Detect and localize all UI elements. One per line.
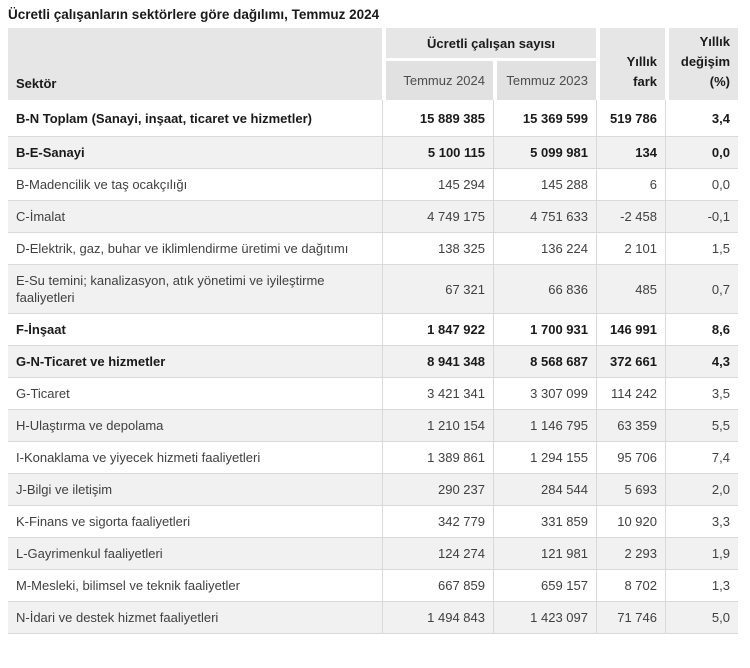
diff-cell: 5 693 xyxy=(596,473,665,505)
value-2023-cell: 121 981 xyxy=(493,537,596,569)
sector-cell: L-Gayrimenkul faaliyetleri xyxy=(8,537,382,569)
pct-cell: 8,6 xyxy=(665,313,738,345)
value-2024-cell: 145 294 xyxy=(382,168,493,200)
diff-cell: 95 706 xyxy=(596,441,665,473)
diff-cell: 10 920 xyxy=(596,505,665,537)
value-2023-cell: 3 307 099 xyxy=(493,377,596,409)
value-2024-cell: 290 237 xyxy=(382,473,493,505)
diff-cell: 71 746 xyxy=(596,601,665,634)
sector-cell: I-Konaklama ve yiyecek hizmeti faaliyetleri xyxy=(8,441,382,473)
diff-cell: 146 991 xyxy=(596,313,665,345)
value-2023-cell: 659 157 xyxy=(493,569,596,601)
diff-cell: 2 293 xyxy=(596,537,665,569)
value-2024-cell: 1 389 861 xyxy=(382,441,493,473)
diff-cell: 134 xyxy=(596,136,665,168)
value-2023-cell: 1 294 155 xyxy=(493,441,596,473)
diff-cell: 519 786 xyxy=(596,100,665,136)
value-2024-cell: 5 100 115 xyxy=(382,136,493,168)
sector-cell: B-N Toplam (Sanayi, inşaat, ticaret ve hizmetler) xyxy=(8,100,382,136)
sector-cell: F-İnşaat xyxy=(8,313,382,345)
sector-cell: G-Ticaret xyxy=(8,377,382,409)
value-2023-cell: 1 423 097 xyxy=(493,601,596,634)
diff-cell: 63 359 xyxy=(596,409,665,441)
pct-cell: 0,0 xyxy=(665,136,738,168)
pct-cell: 2,0 xyxy=(665,473,738,505)
value-2023-cell: 4 751 633 xyxy=(493,200,596,232)
value-2023-cell: 5 099 981 xyxy=(493,136,596,168)
value-2023-cell: 1 146 795 xyxy=(493,409,596,441)
value-2024-cell: 1 494 843 xyxy=(382,601,493,634)
column-header-annual-change-pct: Yıllık değişim (%) xyxy=(665,28,738,100)
value-2023-cell: 331 859 xyxy=(493,505,596,537)
pct-cell: 3,4 xyxy=(665,100,738,136)
pct-cell: 5,5 xyxy=(665,409,738,441)
diff-cell: 485 xyxy=(596,264,665,313)
sector-cell: N-İdari ve destek hizmet faaliyetleri xyxy=(8,601,382,634)
value-2024-cell: 342 779 xyxy=(382,505,493,537)
value-2024-cell: 667 859 xyxy=(382,569,493,601)
sector-cell: C-İmalat xyxy=(8,200,382,232)
page-title: Ücretli çalışanların sektörlere göre dağılımı, Temmuz 2024 xyxy=(8,7,380,22)
sector-cell: J-Bilgi ve iletişim xyxy=(8,473,382,505)
column-header-july-2023: Temmuz 2023 xyxy=(493,58,596,100)
value-2023-cell: 1 700 931 xyxy=(493,313,596,345)
diff-cell: 2 101 xyxy=(596,232,665,264)
diff-cell: 114 242 xyxy=(596,377,665,409)
pct-cell: -0,1 xyxy=(665,200,738,232)
value-2024-cell: 15 889 385 xyxy=(382,100,493,136)
pct-cell: 1,9 xyxy=(665,537,738,569)
diff-cell: 372 661 xyxy=(596,345,665,377)
value-2024-cell: 4 749 175 xyxy=(382,200,493,232)
value-2024-cell: 3 421 341 xyxy=(382,377,493,409)
column-header-sector: Sektör xyxy=(8,28,382,100)
sector-cell: B-Madencilik ve taş ocakçılığı xyxy=(8,168,382,200)
value-2023-cell: 66 836 xyxy=(493,264,596,313)
sector-cell: D-Elektrik, gaz, buhar ve iklimlendirme üretimi ve dağıtımı xyxy=(8,232,382,264)
column-header-group-paid-employees: Ücretli çalışan sayısı xyxy=(382,28,596,58)
value-2024-cell: 138 325 xyxy=(382,232,493,264)
pct-cell: 4,3 xyxy=(665,345,738,377)
value-2023-cell: 8 568 687 xyxy=(493,345,596,377)
pct-cell: 5,0 xyxy=(665,601,738,634)
diff-cell: -2 458 xyxy=(596,200,665,232)
sector-cell: K-Finans ve sigorta faaliyetleri xyxy=(8,505,382,537)
pct-cell: 0,0 xyxy=(665,168,738,200)
sector-cell: G-N-Ticaret ve hizmetler xyxy=(8,345,382,377)
column-header-annual-difference: Yıllık fark xyxy=(596,28,665,100)
diff-cell: 8 702 xyxy=(596,569,665,601)
column-header-july-2024: Temmuz 2024 xyxy=(382,58,493,100)
sector-table xyxy=(8,28,738,634)
sector-cell: M-Mesleki, bilimsel ve teknik faaliyetler xyxy=(8,569,382,601)
value-2024-cell: 1 210 154 xyxy=(382,409,493,441)
pct-cell: 3,3 xyxy=(665,505,738,537)
value-2023-cell: 284 544 xyxy=(493,473,596,505)
sector-cell: B-E-Sanayi xyxy=(8,136,382,168)
pct-cell: 7,4 xyxy=(665,441,738,473)
pct-cell: 1,3 xyxy=(665,569,738,601)
value-2024-cell: 1 847 922 xyxy=(382,313,493,345)
value-2023-cell: 136 224 xyxy=(493,232,596,264)
value-2023-cell: 15 369 599 xyxy=(493,100,596,136)
value-2024-cell: 8 941 348 xyxy=(382,345,493,377)
pct-cell: 0,7 xyxy=(665,264,738,313)
pct-cell: 1,5 xyxy=(665,232,738,264)
value-2024-cell: 124 274 xyxy=(382,537,493,569)
sector-cell: H-Ulaştırma ve depolama xyxy=(8,409,382,441)
value-2023-cell: 145 288 xyxy=(493,168,596,200)
sector-cell: E-Su temini; kanalizasyon, atık yönetimi ve iyileştirme faaliyetleri xyxy=(8,264,382,313)
diff-cell: 6 xyxy=(596,168,665,200)
pct-cell: 3,5 xyxy=(665,377,738,409)
value-2024-cell: 67 321 xyxy=(382,264,493,313)
